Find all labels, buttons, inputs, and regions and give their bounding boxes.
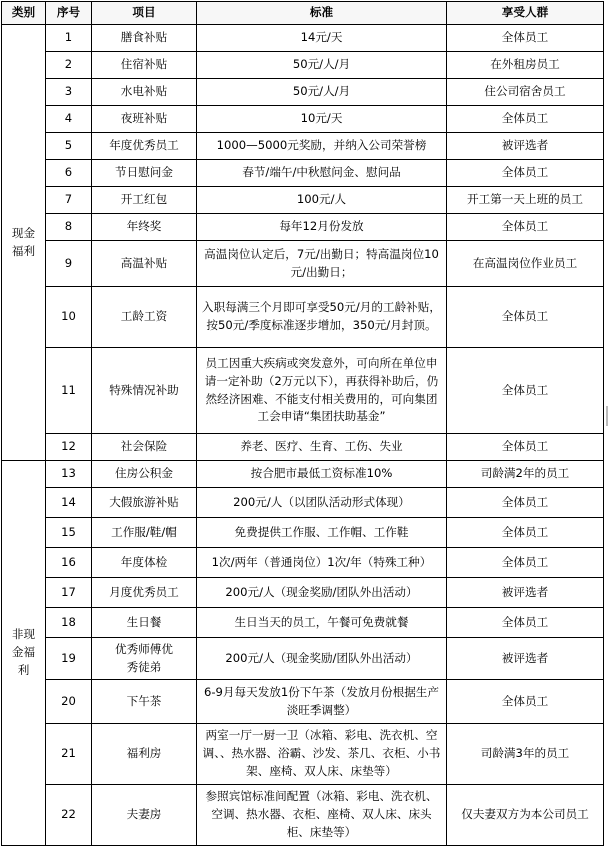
table-row [2,160,604,187]
table-row [2,488,604,518]
table-row [2,79,604,106]
table-row [2,638,604,680]
row-item: 住房公积金 [92,461,197,488]
table-row [2,214,604,241]
row-standard: 养老、医疗、生育、工伤、失业 [197,434,447,461]
row-group: 开工第一天上班的员工 [447,187,604,214]
row-number: 22 [46,785,92,846]
table-row [2,25,604,52]
header-category: 类别 [2,2,46,25]
table-row [2,548,604,578]
row-item [92,638,197,680]
category-cash [2,25,46,461]
row-group: 全体员工 [447,348,604,434]
table-row [2,187,604,214]
row-group: 住公司宿舍员工 [447,79,604,106]
row-item: 高温补贴 [92,241,197,287]
row-item: 住宿补贴 [92,52,197,79]
row-item: 年终奖 [92,214,197,241]
row-number: 18 [46,608,92,638]
table-row [2,133,604,160]
row-item: 水电补贴 [92,79,197,106]
row-number: 20 [46,680,92,724]
row-group: 被评选者 [447,638,604,680]
header-number: 序号 [46,2,92,25]
table-row [2,785,604,846]
table-row [2,287,604,348]
header-row [2,2,604,25]
row-standard: 1000—5000元奖励，并纳入公司荣誉榜 [197,133,447,160]
row-item: 特殊情况补助 [92,348,197,434]
row-number: 17 [46,578,92,608]
table-row [2,434,604,461]
row-group: 全体员工 [447,518,604,548]
row-item: 工作服/鞋/帽 [92,518,197,548]
row-standard: 两室一厅一厨一卫（冰箱、彩电、洗衣机、空调、、热水器、浴霸、沙发、茶几、衣柜、小书架、座椅、双人床、床垫等） [197,724,447,785]
row-group: 司龄满2年的员工 [447,461,604,488]
row-standard: 入职每满三个月即可享受50元/月的工龄补贴，按50元/季度标准逐步增加，350元/月封顶。 [197,287,447,348]
row-standard: 免费提供工作服、工作帽、工作鞋 [197,518,447,548]
row-group: 仅夫妻双方为本公司员工 [447,785,604,846]
row-group: 在高温岗位作业员工 [447,241,604,287]
row-number: 9 [46,241,92,287]
header-item: 项目 [92,2,197,25]
row-standard: 每年12月份发放 [197,214,447,241]
table-row [2,348,604,434]
row-number: 2 [46,52,92,79]
row-item: 工龄工资 [92,287,197,348]
category-noncash [2,461,46,846]
table-row [2,680,604,724]
row-group: 被评选者 [447,578,604,608]
table-row [2,106,604,133]
row-group: 全体员工 [447,548,604,578]
row-standard: 1次/两年（普通岗位）1次/年（特殊工种） [197,548,447,578]
row-number: 11 [46,348,92,434]
row-group: 全体员工 [447,434,604,461]
row-item: 膳食补贴 [92,25,197,52]
row-group: 全体员工 [447,488,604,518]
row-number: 16 [46,548,92,578]
table-row [2,578,604,608]
row-item: 社会保险 [92,434,197,461]
row-standard: 高温岗位认定后，7元/出勤日；特高温岗位10元/出勤日； [197,241,447,287]
row-item: 生日餐 [92,608,197,638]
row-group: 全体员工 [447,287,604,348]
header-group: 享受人群 [447,2,604,25]
row-number: 1 [46,25,92,52]
benefits-table [1,1,604,846]
row-number: 13 [46,461,92,488]
row-number: 15 [46,518,92,548]
row-number: 10 [46,287,92,348]
row-standard: 100元/人 [197,187,447,214]
row-item: 夜班补贴 [92,106,197,133]
row-group: 司龄满3年的员工 [447,724,604,785]
table-row [2,608,604,638]
row-standard: 员工因重大疾病或突发意外，可向所在单位申请一定补助（2万元以下），再获得补助后，仍然经济困难、不能支付相关费用的，可向集团工会申请“集团扶助基金” [197,348,447,434]
row-number: 19 [46,638,92,680]
row-item-text: 优秀师傅优秀徒弟 [115,641,173,674]
row-number: 4 [46,106,92,133]
table-row [2,241,604,287]
category-cash-label: 现金福利 [11,225,36,258]
row-item: 福利房 [92,724,197,785]
table-row [2,724,604,785]
row-item: 月度优秀员工 [92,578,197,608]
row-number: 8 [46,214,92,241]
row-item: 年度体检 [92,548,197,578]
row-group: 在外租房员工 [447,52,604,79]
row-standard: 春节/端午/中秋慰问金、慰问品 [197,160,447,187]
row-standard: 14元/天 [197,25,447,52]
row-item: 节日慰问金 [92,160,197,187]
row-item: 下午茶 [92,680,197,724]
table-row [2,52,604,79]
row-standard: 200元/人（现金奖励/团队外出活动） [197,638,447,680]
row-standard: 50元/人/月 [197,52,447,79]
row-group: 全体员工 [447,214,604,241]
table-row [2,518,604,548]
row-standard: 6-9月每天发放1份下午茶（发放月份根据生产淡旺季调整） [197,680,447,724]
table-row [2,461,604,488]
row-standard: 按合肥市最低工资标准10% [197,461,447,488]
row-number: 12 [46,434,92,461]
category-noncash-label: 非现金福利 [11,627,36,677]
row-number: 7 [46,187,92,214]
row-item: 年度优秀员工 [92,133,197,160]
row-group: 全体员工 [447,25,604,52]
row-group: 全体员工 [447,160,604,187]
row-group: 全体员工 [447,608,604,638]
row-group: 被评选者 [447,133,604,160]
row-standard: 10元/天 [197,106,447,133]
row-group: 全体员工 [447,106,604,133]
row-item: 开工红包 [92,187,197,214]
row-standard: 生日当天的员工，午餐可免费就餐 [197,608,447,638]
row-number: 5 [46,133,92,160]
row-number: 3 [46,79,92,106]
row-number: 6 [46,160,92,187]
row-standard: 200元/人（以团队活动形式体现） [197,488,447,518]
row-number: 21 [46,724,92,785]
row-number: 14 [46,488,92,518]
row-item: 夫妻房 [92,785,197,846]
row-standard: 50元/人/月 [197,79,447,106]
row-standard: 200元/人（现金奖励/团队外出活动） [197,578,447,608]
row-group: 全体员工 [447,680,604,724]
row-standard: 参照宾馆标准间配置（冰箱、彩电、洗衣机、空调、热水器、衣柜、座椅、双人床、床头柜、床垫等） [197,785,447,846]
row-item: 大假旅游补贴 [92,488,197,518]
header-standard: 标准 [197,2,447,25]
